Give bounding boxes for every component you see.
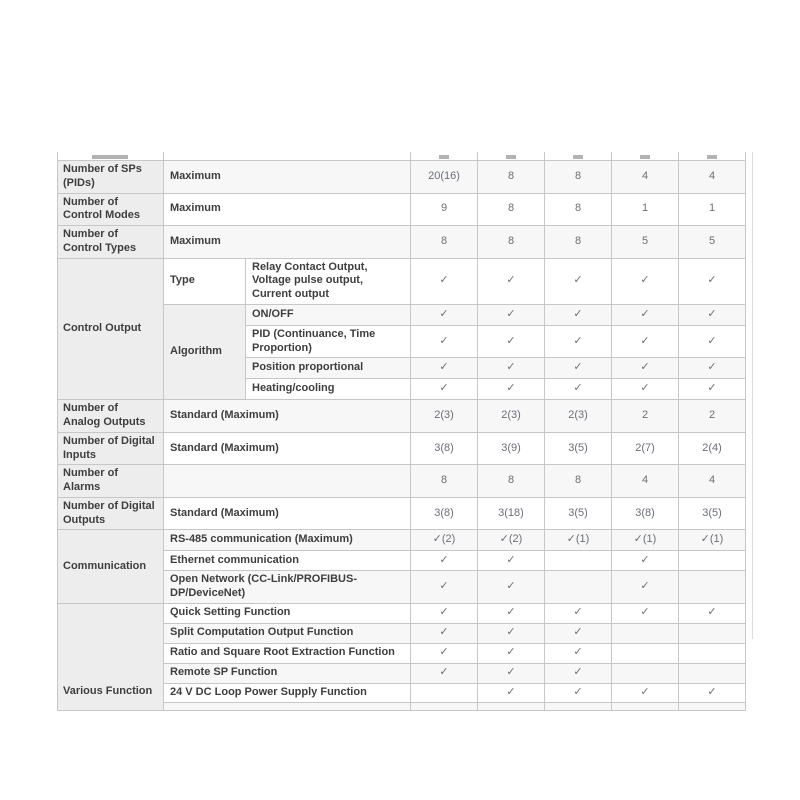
value-cell: 8 bbox=[545, 465, 612, 498]
value-cell: ✓ bbox=[411, 623, 478, 643]
value-cell: 20(16) bbox=[411, 161, 478, 194]
value-cell: 3(18) bbox=[478, 497, 545, 530]
table-row bbox=[58, 432, 746, 465]
value-cell: ✓ bbox=[679, 379, 746, 400]
value-cell: 5 bbox=[612, 226, 679, 259]
sub-label-cell: Standard (Maximum) bbox=[164, 497, 411, 530]
sub-label-cell: Maximum bbox=[164, 193, 411, 226]
value-cell: 8 bbox=[478, 161, 545, 194]
value-cell: ✓ bbox=[545, 258, 612, 304]
value-cell bbox=[612, 663, 679, 683]
value-cell: 2(3) bbox=[545, 400, 612, 433]
value-cell: ✓ bbox=[411, 304, 478, 325]
sub-label-cell: Ratio and Square Root Extraction Function bbox=[164, 643, 411, 663]
cropped-cell bbox=[679, 702, 746, 710]
table-row bbox=[58, 530, 746, 551]
item-cell: ON/OFF bbox=[246, 304, 411, 325]
sub-label-cell-empty bbox=[164, 465, 411, 498]
value-cell: ✓ bbox=[612, 325, 679, 358]
sub-label-cell: Split Computation Output Function bbox=[164, 623, 411, 643]
value-cell bbox=[612, 623, 679, 643]
value-cell: ✓ bbox=[679, 258, 746, 304]
table-row bbox=[58, 497, 746, 530]
sub-label-cell: Ethernet communication bbox=[164, 551, 411, 571]
value-cell: 8 bbox=[411, 226, 478, 259]
cropped-cell bbox=[164, 702, 411, 710]
cropped-text-fragment bbox=[92, 155, 128, 159]
value-cell: 3(8) bbox=[411, 432, 478, 465]
value-cell: ✓ bbox=[411, 379, 478, 400]
group-cell-number-of-analog-outputs: Number of Analog Outputs bbox=[58, 400, 164, 433]
spec-table-viewport bbox=[57, 152, 747, 698]
value-cell: ✓ bbox=[545, 683, 612, 702]
value-cell bbox=[612, 643, 679, 663]
value-cell: ✓ bbox=[612, 603, 679, 623]
cropped-text-fragment bbox=[707, 155, 717, 159]
table-row bbox=[58, 258, 746, 304]
value-cell: ✓ bbox=[679, 683, 746, 702]
value-cell: 2 bbox=[612, 400, 679, 433]
group-cell-number-of-control-types: Number of Control Types bbox=[58, 226, 164, 259]
value-cell: 2(3) bbox=[478, 400, 545, 433]
sub-label-cell-type: Type bbox=[164, 258, 246, 304]
value-cell: ✓ bbox=[545, 325, 612, 358]
cropped-cell bbox=[411, 152, 478, 161]
cropped-row-top bbox=[58, 152, 746, 161]
value-cell: 4 bbox=[679, 161, 746, 194]
value-cell: ✓ bbox=[478, 258, 545, 304]
sub-label-cell: Maximum bbox=[164, 161, 411, 194]
sub-label-cell: 24 V DC Loop Power Supply Function bbox=[164, 683, 411, 702]
value-cell: ✓ bbox=[478, 379, 545, 400]
value-cell: 3(5) bbox=[545, 497, 612, 530]
value-cell: 8 bbox=[478, 226, 545, 259]
value-cell: ✓(2) bbox=[411, 530, 478, 551]
value-cell: 2 bbox=[679, 400, 746, 433]
cropped-text-fragment bbox=[439, 155, 449, 159]
value-cell: 4 bbox=[612, 161, 679, 194]
table-row bbox=[58, 226, 746, 259]
value-cell: 2(7) bbox=[612, 432, 679, 465]
value-cell: 3(5) bbox=[545, 432, 612, 465]
value-cell: ✓ bbox=[612, 258, 679, 304]
value-cell bbox=[545, 551, 612, 571]
value-cell: ✓ bbox=[612, 358, 679, 379]
value-cell: ✓ bbox=[411, 325, 478, 358]
value-cell bbox=[679, 643, 746, 663]
value-cell: 8 bbox=[478, 193, 545, 226]
value-cell: ✓ bbox=[545, 663, 612, 683]
value-cell: 8 bbox=[545, 161, 612, 194]
value-cell: ✓ bbox=[478, 663, 545, 683]
value-cell: ✓ bbox=[612, 551, 679, 571]
value-cell: ✓ bbox=[411, 551, 478, 571]
group-cell-number-of-digital-inputs: Number of Digital Inputs bbox=[58, 432, 164, 465]
sub-label-cell: Standard (Maximum) bbox=[164, 400, 411, 433]
value-cell: ✓ bbox=[478, 304, 545, 325]
cropped-cell bbox=[478, 152, 545, 161]
group-cell-number-of-control-modes: Number of Control Modes bbox=[58, 193, 164, 226]
value-cell bbox=[679, 663, 746, 683]
item-cell: PID (Continuance, Time Proportion) bbox=[246, 325, 411, 358]
value-cell: ✓ bbox=[478, 623, 545, 643]
table-row bbox=[58, 193, 746, 226]
value-cell: 8 bbox=[478, 465, 545, 498]
sub-label-cell: Open Network (CC-Link/PROFIBUS-DP/DeviceNet) bbox=[164, 571, 411, 604]
sub-label-cell: Remote SP Function bbox=[164, 663, 411, 683]
cropped-cell bbox=[612, 152, 679, 161]
value-cell: ✓ bbox=[478, 571, 545, 604]
cropped-cell bbox=[411, 702, 478, 710]
value-cell: ✓ bbox=[411, 571, 478, 604]
sub-label-cell-algorithm: Algorithm bbox=[164, 304, 246, 400]
value-cell: ✓ bbox=[612, 304, 679, 325]
group-cell-communication: Communication bbox=[58, 530, 164, 604]
value-cell: ✓ bbox=[411, 258, 478, 304]
value-cell: ✓ bbox=[679, 603, 746, 623]
group-cell-various-function: Various Function bbox=[58, 603, 164, 710]
group-cell-number-of-alarms: Number of Alarms bbox=[58, 465, 164, 498]
value-cell: 9 bbox=[411, 193, 478, 226]
value-cell: ✓ bbox=[545, 379, 612, 400]
value-cell: 8 bbox=[545, 226, 612, 259]
table-row bbox=[58, 465, 746, 498]
value-cell bbox=[679, 571, 746, 604]
group-cell-number-of-digital-outputs: Number of Digital Outputs bbox=[58, 497, 164, 530]
value-cell: 5 bbox=[679, 226, 746, 259]
value-cell: ✓(1) bbox=[545, 530, 612, 551]
cropped-text-fragment bbox=[640, 155, 650, 159]
group-cell-control-output: Control Output bbox=[58, 258, 164, 400]
value-cell: 8 bbox=[545, 193, 612, 226]
item-cell: Relay Contact Output, Voltage pulse output, Current output bbox=[246, 258, 411, 304]
value-cell bbox=[411, 683, 478, 702]
value-cell: ✓ bbox=[612, 379, 679, 400]
value-cell: ✓(2) bbox=[478, 530, 545, 551]
scrollbar-track[interactable] bbox=[752, 152, 753, 639]
value-cell: ✓ bbox=[478, 358, 545, 379]
cropped-cell bbox=[545, 702, 612, 710]
value-cell: ✓ bbox=[478, 551, 545, 571]
table-row bbox=[58, 400, 746, 433]
sub-label-cell: RS-485 communication (Maximum) bbox=[164, 530, 411, 551]
group-cell-number-of-sps: Number of SPs (PIDs) bbox=[58, 161, 164, 194]
value-cell: ✓ bbox=[411, 643, 478, 663]
sub-label-cell: Quick Setting Function bbox=[164, 603, 411, 623]
value-cell: ✓ bbox=[679, 325, 746, 358]
value-cell: ✓ bbox=[545, 304, 612, 325]
value-cell: ✓ bbox=[478, 683, 545, 702]
value-cell: 2(4) bbox=[679, 432, 746, 465]
value-cell: ✓ bbox=[478, 643, 545, 663]
cropped-cell bbox=[679, 152, 746, 161]
value-cell bbox=[679, 623, 746, 643]
table-row bbox=[58, 161, 746, 194]
item-cell: Position proportional bbox=[246, 358, 411, 379]
value-cell: ✓ bbox=[478, 325, 545, 358]
value-cell: 3(8) bbox=[411, 497, 478, 530]
value-cell: ✓ bbox=[545, 643, 612, 663]
value-cell: 3(5) bbox=[679, 497, 746, 530]
table-row bbox=[58, 603, 746, 623]
value-cell: ✓(1) bbox=[612, 530, 679, 551]
value-cell: 3(9) bbox=[478, 432, 545, 465]
value-cell: 3(8) bbox=[612, 497, 679, 530]
value-cell: 2(3) bbox=[411, 400, 478, 433]
value-cell: 1 bbox=[612, 193, 679, 226]
value-cell: ✓ bbox=[411, 663, 478, 683]
value-cell: ✓ bbox=[679, 358, 746, 379]
value-cell bbox=[679, 551, 746, 571]
value-cell: ✓(1) bbox=[679, 530, 746, 551]
value-cell: ✓ bbox=[612, 683, 679, 702]
value-cell: ✓ bbox=[478, 603, 545, 623]
cropped-cell bbox=[545, 152, 612, 161]
cropped-cell bbox=[478, 702, 545, 710]
cropped-cell bbox=[612, 702, 679, 710]
sub-label-cell: Maximum bbox=[164, 226, 411, 259]
value-cell bbox=[545, 571, 612, 604]
value-cell: 1 bbox=[679, 193, 746, 226]
value-cell: 4 bbox=[679, 465, 746, 498]
value-cell: 4 bbox=[612, 465, 679, 498]
value-cell: ✓ bbox=[411, 603, 478, 623]
value-cell: ✓ bbox=[679, 304, 746, 325]
sub-label-cell: Standard (Maximum) bbox=[164, 432, 411, 465]
cropped-text-fragment bbox=[573, 155, 583, 159]
item-cell: Heating/cooling bbox=[246, 379, 411, 400]
value-cell: 8 bbox=[411, 465, 478, 498]
cropped-text-fragment bbox=[506, 155, 516, 159]
cropped-cell bbox=[164, 152, 411, 161]
value-cell: ✓ bbox=[545, 603, 612, 623]
spec-comparison-table bbox=[57, 152, 746, 711]
value-cell: ✓ bbox=[612, 571, 679, 604]
value-cell: ✓ bbox=[411, 358, 478, 379]
cropped-cell bbox=[58, 152, 164, 161]
value-cell: ✓ bbox=[545, 358, 612, 379]
value-cell: ✓ bbox=[545, 623, 612, 643]
